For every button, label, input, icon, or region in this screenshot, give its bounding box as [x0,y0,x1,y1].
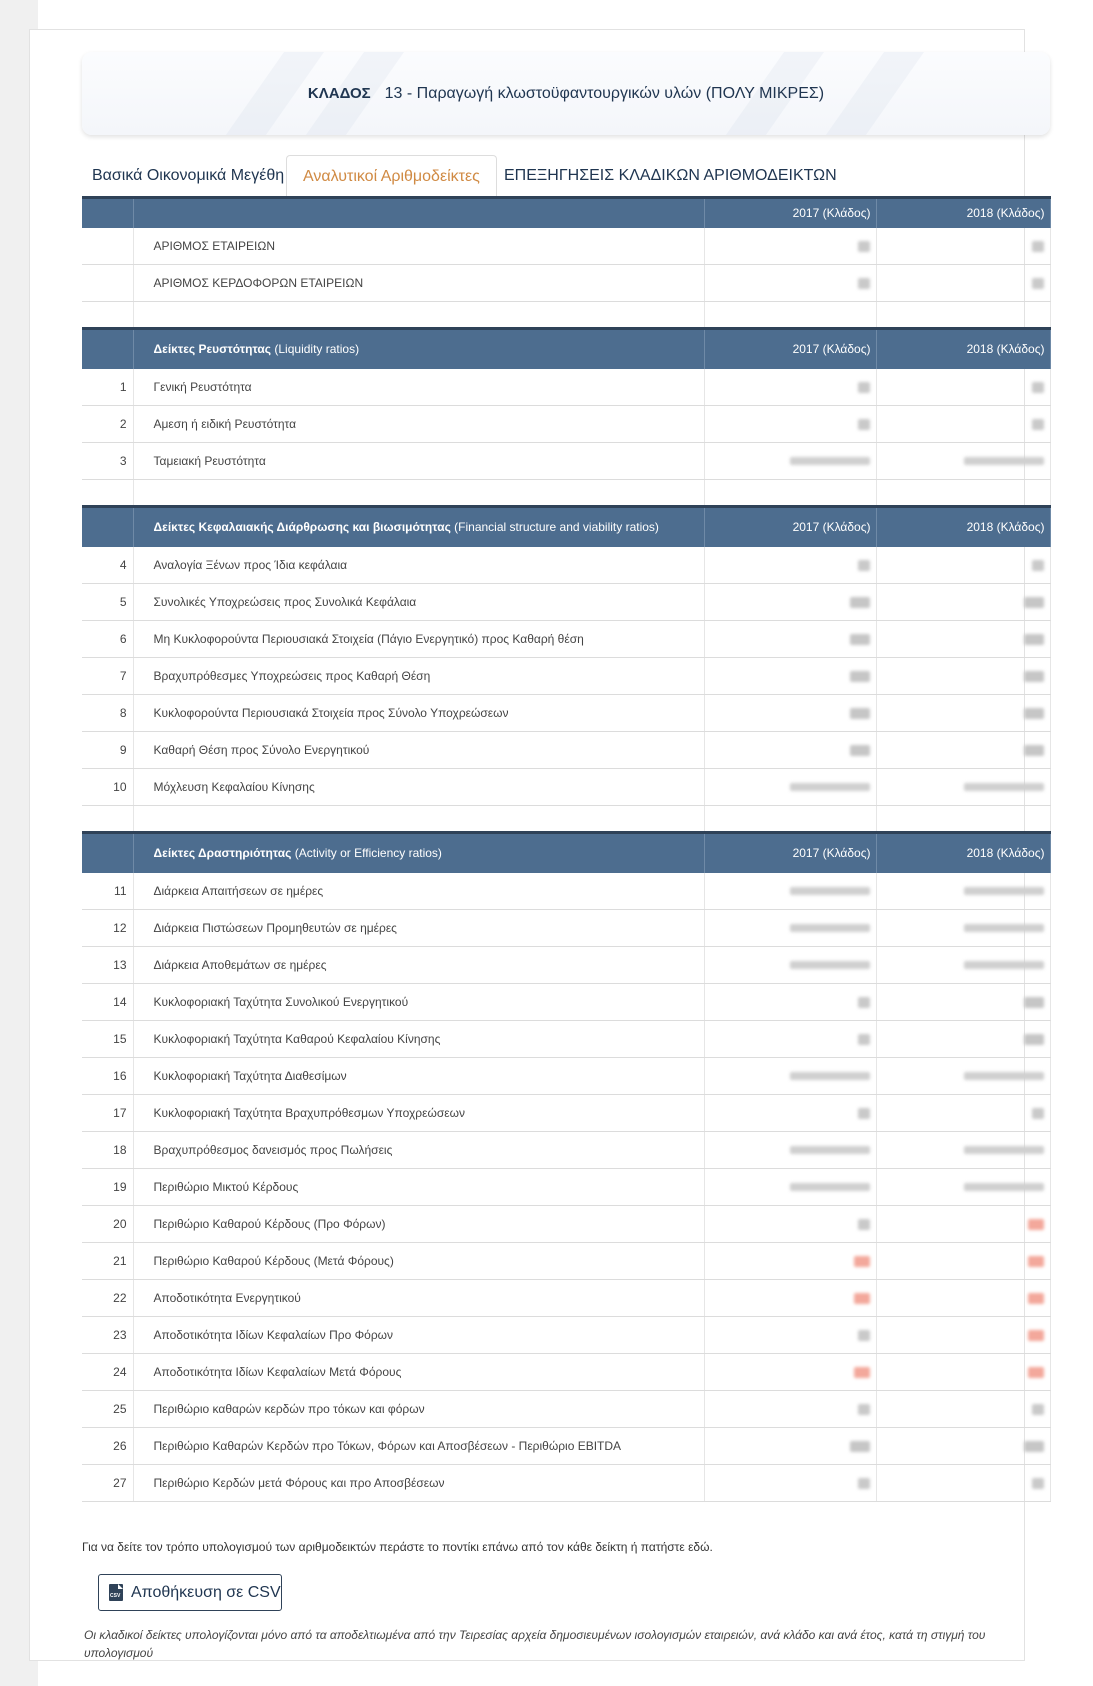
redacted-value [1032,1478,1044,1489]
ratio-label[interactable]: Αποδοτικότητα Ιδίων Κεφαλαίων Προ Φόρων [133,1317,704,1354]
section-header-row [82,198,1050,228]
section-header-row [82,833,1050,873]
redacted-value [850,671,870,682]
section-title-bold: Δείκτες Ρευστότητας [153,342,272,357]
redacted-value [1028,1256,1044,1267]
ratio-row[interactable] [82,769,1050,806]
value-2018-cell [876,1465,1050,1502]
footer-disclaimer: Οι κλαδικοί δείκτες υπολογίζονται μόνο από τα αποδελτιωμένα από την Τειρεσίας αρχεία δημοσιευμένων ισολογισμών εταιρειών, ανά κλάδο και ανά έτος, κατά τη στιγμή του υπολογισμού [84,1628,986,1660]
ratio-row[interactable] [82,1391,1050,1428]
ratio-row[interactable] [82,984,1050,1021]
redacted-value [1032,1108,1044,1119]
ratio-label[interactable]: Κυκλοφορούντα Περιουσιακά Στοιχεία προς Σύνολο Υποχρεώσεων [133,695,704,732]
ratio-number: 8 [82,695,133,732]
value-2017-cell [704,228,876,265]
value-2017-cell [704,584,876,621]
value-2018-cell [876,265,1050,302]
ratio-row[interactable] [82,910,1050,947]
ratio-number: 2 [82,406,133,443]
ratio-number: 24 [82,1354,133,1391]
ratio-label[interactable]: Αποδοτικότητα Ενεργητικού [133,1280,704,1317]
ratio-label[interactable]: Ταμειακή Ρευστότητα [133,443,704,480]
redacted-value [858,382,870,393]
redacted-value [1028,1293,1044,1304]
value-2017-cell [704,1058,876,1095]
value-2018-cell [876,732,1050,769]
value-2017-cell [704,1391,876,1428]
ratio-row[interactable] [82,695,1050,732]
spacer-row [82,302,1050,329]
section-title [133,329,704,369]
value-2018-cell [876,584,1050,621]
ratio-number: 7 [82,658,133,695]
redacted-value [1024,634,1044,645]
section-title-bold: Δείκτες Δραστηριότητας [153,846,292,861]
ratio-label[interactable]: Διάρκεια Αποθεμάτων σε ημέρες [133,947,704,984]
redacted-value [850,597,870,608]
value-2018-cell [876,1243,1050,1280]
section-title [133,833,704,873]
ratio-number: 19 [82,1169,133,1206]
redacted-value [858,1108,870,1119]
ratio-row[interactable] [82,1132,1050,1169]
ratio-number: 1 [82,369,133,406]
ratio-label[interactable]: Περιθώριο Καθαρού Κέρδους (Μετά Φόρους) [133,1243,704,1280]
ratio-number: 14 [82,984,133,1021]
ratio-number: 9 [82,732,133,769]
ratio-label[interactable]: Κυκλοφοριακή Ταχύτητα Καθαρού Κεφαλαίου Κίνησης [133,1021,704,1058]
year-2018-header: 2018 (Κλάδος) [876,198,1050,228]
redacted-value [790,961,870,969]
redacted-value [1032,241,1044,252]
header-num-cell [82,507,133,547]
ratio-number: 6 [82,621,133,658]
ratio-label[interactable]: Βραχυπρόθεσμος δανεισμός προς Πωλήσεις [133,1132,704,1169]
value-2017-cell [704,547,876,584]
ratio-label[interactable]: Συνολικές Υποχρεώσεις προς Συνολικά Κεφάλαια [133,584,704,621]
section-title [133,198,704,228]
redacted-value [858,419,870,430]
save-csv-button[interactable] [98,1574,282,1611]
redacted-value [790,783,870,791]
redacted-value [790,457,870,465]
ratio-number: 12 [82,910,133,947]
ratio-number: 17 [82,1095,133,1132]
redacted-value [1024,708,1044,719]
value-2017-cell [704,1280,876,1317]
redacted-value [790,1183,870,1191]
value-2017-cell [704,621,876,658]
section-title-en: (Financial structure and viability ratios) [454,520,659,535]
ratio-label[interactable]: Αναλογία Ξένων προς Ίδια κεφάλαια [133,547,704,584]
ratio-number: 11 [82,873,133,910]
year-2017-header: 2017 (Κλάδος) [704,198,876,228]
redacted-value [1032,560,1044,571]
ratio-number: 22 [82,1280,133,1317]
ratio-label[interactable]: Περιθώριο καθαρών κερδών προ τόκων και φόρων [133,1391,704,1428]
value-2018-cell [876,443,1050,480]
ratio-row[interactable] [82,265,1050,302]
value-2018-cell [876,769,1050,806]
value-2018-cell [876,947,1050,984]
value-2017-cell [704,984,876,1021]
ratio-number: 3 [82,443,133,480]
ratio-number: 23 [82,1317,133,1354]
value-2018-cell [876,1391,1050,1428]
ratio-number: 13 [82,947,133,984]
ratio-row[interactable] [82,1465,1050,1502]
redacted-value [1024,745,1044,756]
ratio-number: 16 [82,1058,133,1095]
value-2018-cell [876,1280,1050,1317]
redacted-value [850,634,870,645]
value-2018-cell [876,228,1050,265]
value-2017-cell [704,1021,876,1058]
ratio-label[interactable]: ΑΡΙΘΜΟΣ ΕΤΑΙΡΕΙΩΝ [133,228,704,265]
redacted-value [1024,597,1044,608]
redacted-value [1032,382,1044,393]
value-2017-cell [704,1428,876,1465]
ratio-row[interactable] [82,547,1050,584]
value-2017-cell [704,1169,876,1206]
value-2017-cell [704,369,876,406]
value-2017-cell [704,1206,876,1243]
redacted-value [1028,1330,1044,1341]
header-num-cell [82,833,133,873]
value-2018-cell [876,547,1050,584]
ratio-number: 20 [82,1206,133,1243]
tab-ratio-explanations[interactable]: ΕΠΕΞΗΓΗΣΕΙΣ ΚΛΑΔΙΚΩΝ ΑΡΙΘΜΟΔΕΙΚΤΩΝ [504,167,837,184]
year-2017-header: 2017 (Κλάδος) [704,833,876,873]
redacted-value [964,457,1044,465]
value-2017-cell [704,443,876,480]
redacted-value [964,1072,1044,1080]
ratio-label[interactable]: Γενική Ρευστότητα [133,369,704,406]
value-2017-cell [704,1465,876,1502]
ratio-row[interactable] [82,1280,1050,1317]
year-2018-header: 2018 (Κλάδος) [876,833,1050,873]
value-2017-cell [704,1354,876,1391]
ratio-label[interactable]: Μόχλευση Κεφαλαίου Κίνησης [133,769,704,806]
redacted-value [858,278,870,289]
ratio-row[interactable] [82,873,1050,910]
ratio-label[interactable]: Καθαρή Θέση προς Σύνολο Ενεργητικού [133,732,704,769]
value-2018-cell [876,369,1050,406]
value-2017-cell [704,732,876,769]
ratio-label[interactable]: Περιθώριο Καθαρού Κέρδους (Προ Φόρων) [133,1206,704,1243]
ratio-number: 10 [82,769,133,806]
ratio-row[interactable] [82,658,1050,695]
ratio-label[interactable]: Κυκλοφοριακή Ταχύτητα Διαθεσίμων [133,1058,704,1095]
header-num-cell [82,329,133,369]
redacted-value [964,1183,1044,1191]
tab-basic-figures[interactable]: Βασικά Οικονομικά Μεγέθη [92,167,285,184]
ratio-number: 26 [82,1428,133,1465]
csv-file-icon: CSV [109,1584,123,1601]
redacted-value [1028,1219,1044,1230]
sector-banner [82,52,1050,135]
save-csv-label: Αποθήκευση σε CSV [131,1583,281,1601]
ratio-number: 4 [82,547,133,584]
value-2017-cell [704,1317,876,1354]
ratios-table [82,196,1051,1502]
tab-bar [82,155,1050,197]
ratio-label[interactable]: ΑΡΙΘΜΟΣ ΚΕΡΔΟΦΟΡΩΝ ΕΤΑΙΡΕΙΩΝ [133,265,704,302]
ratio-label[interactable]: Περιθώριο Καθαρών Κερδών προ Τόκων, Φόρων και Αποσβέσεων - Περιθώριο EBITDA [133,1428,704,1465]
value-2018-cell [876,621,1050,658]
ratio-label[interactable]: Μη Κυκλοφορούντα Περιουσιακά Στοιχεία (Πάγιο Ενεργητικό) προς Καθαρή θέση [133,621,704,658]
redacted-value [964,887,1044,895]
section-title [133,507,704,547]
year-2018-header: 2018 (Κλάδος) [876,507,1050,547]
redacted-value [964,924,1044,932]
value-2018-cell [876,406,1050,443]
ratio-row[interactable] [82,1169,1050,1206]
spacer-row [82,806,1050,833]
ratio-row[interactable] [82,406,1050,443]
redacted-value [858,1219,870,1230]
ratio-number: 21 [82,1243,133,1280]
ratio-number [82,228,133,265]
redacted-value [1024,997,1044,1008]
redacted-value [858,1034,870,1045]
ratio-number: 25 [82,1391,133,1428]
value-2017-cell [704,658,876,695]
value-2017-cell [704,695,876,732]
redacted-value [964,1146,1044,1154]
redacted-value [854,1367,870,1378]
year-2017-header: 2017 (Κλάδος) [704,507,876,547]
redacted-value [858,241,870,252]
ratio-row[interactable] [82,732,1050,769]
value-2017-cell [704,873,876,910]
value-2018-cell [876,1169,1050,1206]
ratio-label[interactable]: Αποδοτικότητα Ιδίων Κεφαλαίων Μετά Φόρους [133,1354,704,1391]
redacted-value [964,783,1044,791]
spacer-row [82,480,1050,507]
header-num-cell [82,198,133,228]
redacted-value [1032,1404,1044,1415]
value-2018-cell [876,1132,1050,1169]
value-2018-cell [876,1021,1050,1058]
ratio-row[interactable] [82,1058,1050,1095]
redacted-value [858,997,870,1008]
redacted-value [1028,1367,1044,1378]
ratio-row[interactable] [82,584,1050,621]
redacted-value [858,560,870,571]
value-2018-cell [876,910,1050,947]
redacted-value [850,708,870,719]
value-2017-cell [704,1243,876,1280]
redacted-value [1024,1441,1044,1452]
ratio-row[interactable] [82,228,1050,265]
ratio-row[interactable] [82,443,1050,480]
redacted-value [790,1072,870,1080]
ratio-row[interactable] [82,947,1050,984]
ratio-row[interactable] [82,1243,1050,1280]
redacted-value [850,745,870,756]
section-title-en: (Activity or Efficiency ratios) [294,846,442,861]
redacted-value [850,1441,870,1452]
tab-analytical-ratios[interactable]: Αναλυτικοί Αριθμοδείκτες [286,155,497,197]
ratio-label[interactable]: Περιθώριο Κερδών μετά Φόρους και προ Αποσβέσεων [133,1465,704,1502]
value-2018-cell [876,695,1050,732]
redacted-value [790,1146,870,1154]
redacted-value [790,924,870,932]
value-2018-cell [876,984,1050,1021]
value-2017-cell [704,910,876,947]
ratio-label[interactable]: Περιθώριο Μικτού Κέρδους [133,1169,704,1206]
ratio-row[interactable] [82,1354,1050,1391]
ratio-label[interactable]: Βραχυπρόθεσμες Υποχρεώσεις προς Καθαρή Θέση [133,658,704,695]
calculation-note[interactable]: Για να δείτε τον τρόπο υπολογισμού των αριθμοδεικτών περάστε το ποντίκι επάνω από τον κάθε δείκτη ή πατήστε εδώ. [82,1540,713,1554]
ratio-row[interactable] [82,1021,1050,1058]
redacted-value [1032,278,1044,289]
redacted-value [1024,671,1044,682]
year-2018-header: 2018 (Κλάδος) [876,329,1050,369]
value-2017-cell [704,1132,876,1169]
sector-name: 13 - Παραγωγή κλωστοϋφαντουργικών υλών (ΠΟΛΥ ΜΙΚΡΕΣ) [384,84,825,102]
ratio-row[interactable] [82,1317,1050,1354]
ratio-row[interactable] [82,621,1050,658]
ratio-label[interactable]: Διάρκεια Απαιτήσεων σε ημέρες [133,873,704,910]
section-title-en: (Liquidity ratios) [274,342,360,357]
value-2018-cell [876,1317,1050,1354]
redacted-value [790,887,870,895]
ratio-row[interactable] [82,1428,1050,1465]
redacted-value [854,1256,870,1267]
redacted-value [858,1404,870,1415]
ratio-label[interactable]: Κυκλοφοριακή Ταχύτητα Βραχυπρόθεσμων Υποχρεώσεων [133,1095,704,1132]
section-header-row [82,329,1050,369]
ratio-row[interactable] [82,1095,1050,1132]
ratio-row[interactable] [82,369,1050,406]
ratio-number: 15 [82,1021,133,1058]
redacted-value [964,961,1044,969]
year-2017-header: 2017 (Κλάδος) [704,329,876,369]
value-2018-cell [876,873,1050,910]
redacted-value [858,1478,870,1489]
sector-label: ΚΛΑΔΟΣ [307,85,371,102]
value-2017-cell [704,947,876,984]
ratio-number [82,265,133,302]
ratio-number: 27 [82,1465,133,1502]
value-2018-cell [876,1206,1050,1243]
redacted-value [854,1293,870,1304]
value-2017-cell [704,1095,876,1132]
section-header-row [82,507,1050,547]
value-2018-cell [876,1095,1050,1132]
value-2018-cell [876,1058,1050,1095]
ratio-number: 5 [82,584,133,621]
ratio-row[interactable] [82,1206,1050,1243]
value-2018-cell [876,1428,1050,1465]
value-2017-cell [704,406,876,443]
ratio-label[interactable]: Αμεση ή ειδική Ρευστότητα [133,406,704,443]
redacted-value [858,1330,870,1341]
value-2017-cell [704,769,876,806]
value-2017-cell [704,265,876,302]
ratio-number: 18 [82,1132,133,1169]
value-2018-cell [876,1354,1050,1391]
ratio-label[interactable]: Κυκλοφοριακή Ταχύτητα Συνολικού Ενεργητικού [133,984,704,1021]
redacted-value [1032,419,1044,430]
redacted-value [1024,1034,1044,1045]
ratio-label[interactable]: Διάρκεια Πιστώσεων Προμηθευτών σε ημέρες [133,910,704,947]
section-title-bold: Δείκτες Κεφαλαιακής Διάρθρωσης και βιωσιμότητας [153,520,451,535]
value-2018-cell [876,658,1050,695]
